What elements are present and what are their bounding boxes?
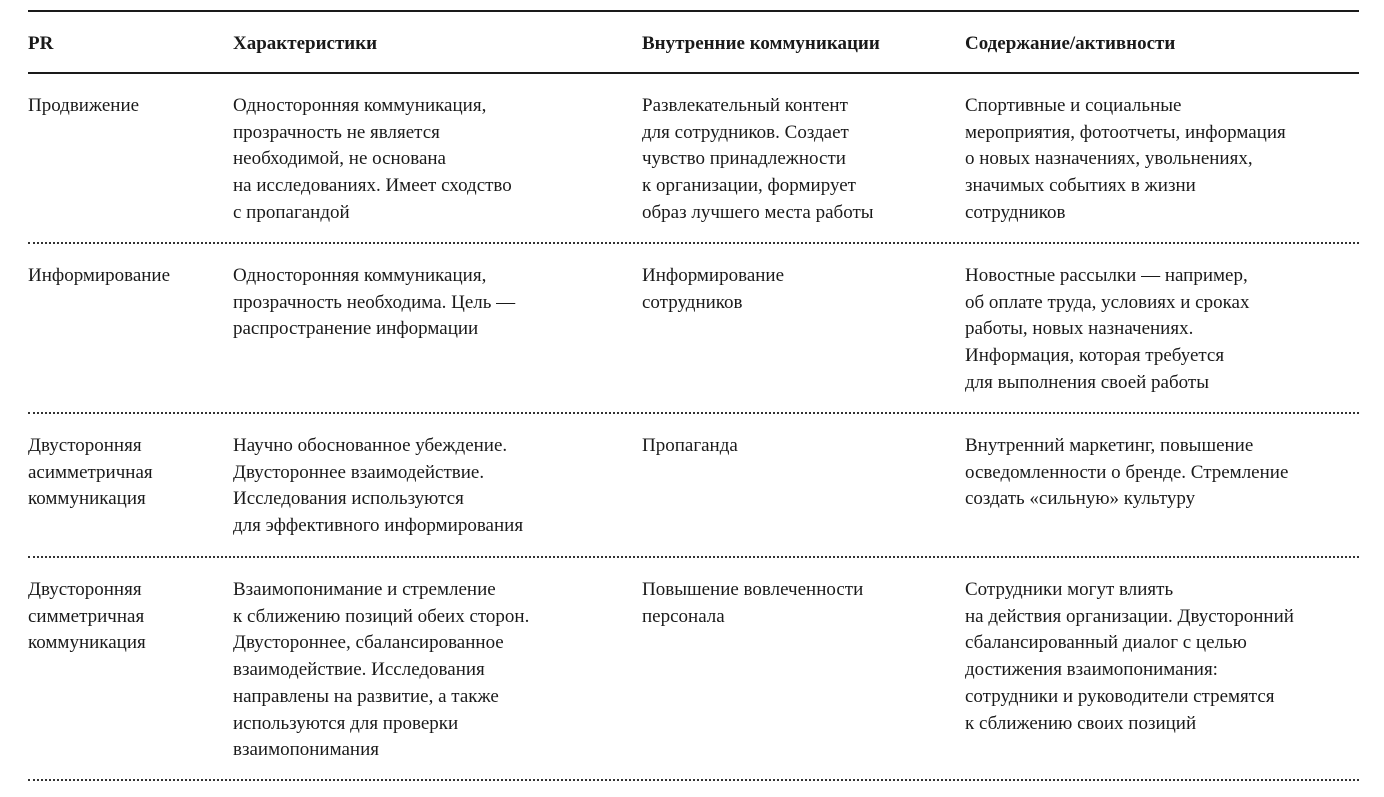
cell-characteristics: Односторонняя коммуникация, прозрачность не является необходимой, не основана на исследованиях. Имеет сходство с пропагандой xyxy=(233,95,512,223)
cell-internal: Информирование сотрудников xyxy=(642,265,785,313)
cell-internal: Пропаганда xyxy=(642,435,738,456)
cell-content: Спортивные и социальные мероприятия, фотоотчеты, информация о новых назначениях, увольнениях, значимых событиях в жизни сотрудников xyxy=(965,95,1286,223)
pr-table xyxy=(28,10,1359,781)
table-row xyxy=(28,244,1359,414)
cell-internal: Повышение вовлеченности персонала xyxy=(642,579,864,627)
table-row xyxy=(28,74,1359,244)
cell-pr: Продвижение xyxy=(28,95,140,116)
table-row xyxy=(28,558,1359,781)
cell-characteristics: Односторонняя коммуникация, прозрачность необходима. Цель — распространение информации xyxy=(233,265,516,340)
table-header-row xyxy=(28,12,1359,74)
cell-pr: Двусторонняя асимметричная коммуникация xyxy=(28,435,153,510)
cell-internal: Развлекательный контент для сотрудников. Создает чувство принадлежности к организации, формирует образ лучшего места работы xyxy=(642,95,874,223)
cell-content: Новостные рассылки — например, об оплате труда, условиях и сроках работы, новых назначениях. Информация, которая требуется для выполнения своей работы xyxy=(965,265,1250,393)
header-content-activities: Содержание/активности xyxy=(965,33,1176,54)
cell-characteristics: Взаимопонимание и стремление к сближению позиций обеих сторон. Двустороннее, сбалансированное взаимодействие. Исследования направлены на развитие, а также используются для проверки взаимопонимания xyxy=(233,579,530,761)
table-row xyxy=(28,414,1359,558)
cell-pr: Двусторонняя симметричная коммуникация xyxy=(28,579,146,654)
header-characteristics: Характеристики xyxy=(233,33,378,54)
cell-content: Сотрудники могут влиять на действия организации. Двусторонний сбалансированный диалог с целью достижения взаимопонимания: сотрудники и руководители стремятся к сближению своих позиций xyxy=(965,579,1294,734)
cell-content: Внутренний маркетинг, повышение осведомленности о бренде. Стремление создать «сильную» культуру xyxy=(965,435,1289,510)
header-internal-communications: Внутренние коммуникации xyxy=(642,33,880,54)
header-pr: PR xyxy=(28,33,54,54)
cell-characteristics: Научно обоснованное убеждение. Двустороннее взаимодействие. Исследования используются для эффективного информирования xyxy=(233,435,524,537)
cell-pr: Информирование xyxy=(28,265,171,286)
